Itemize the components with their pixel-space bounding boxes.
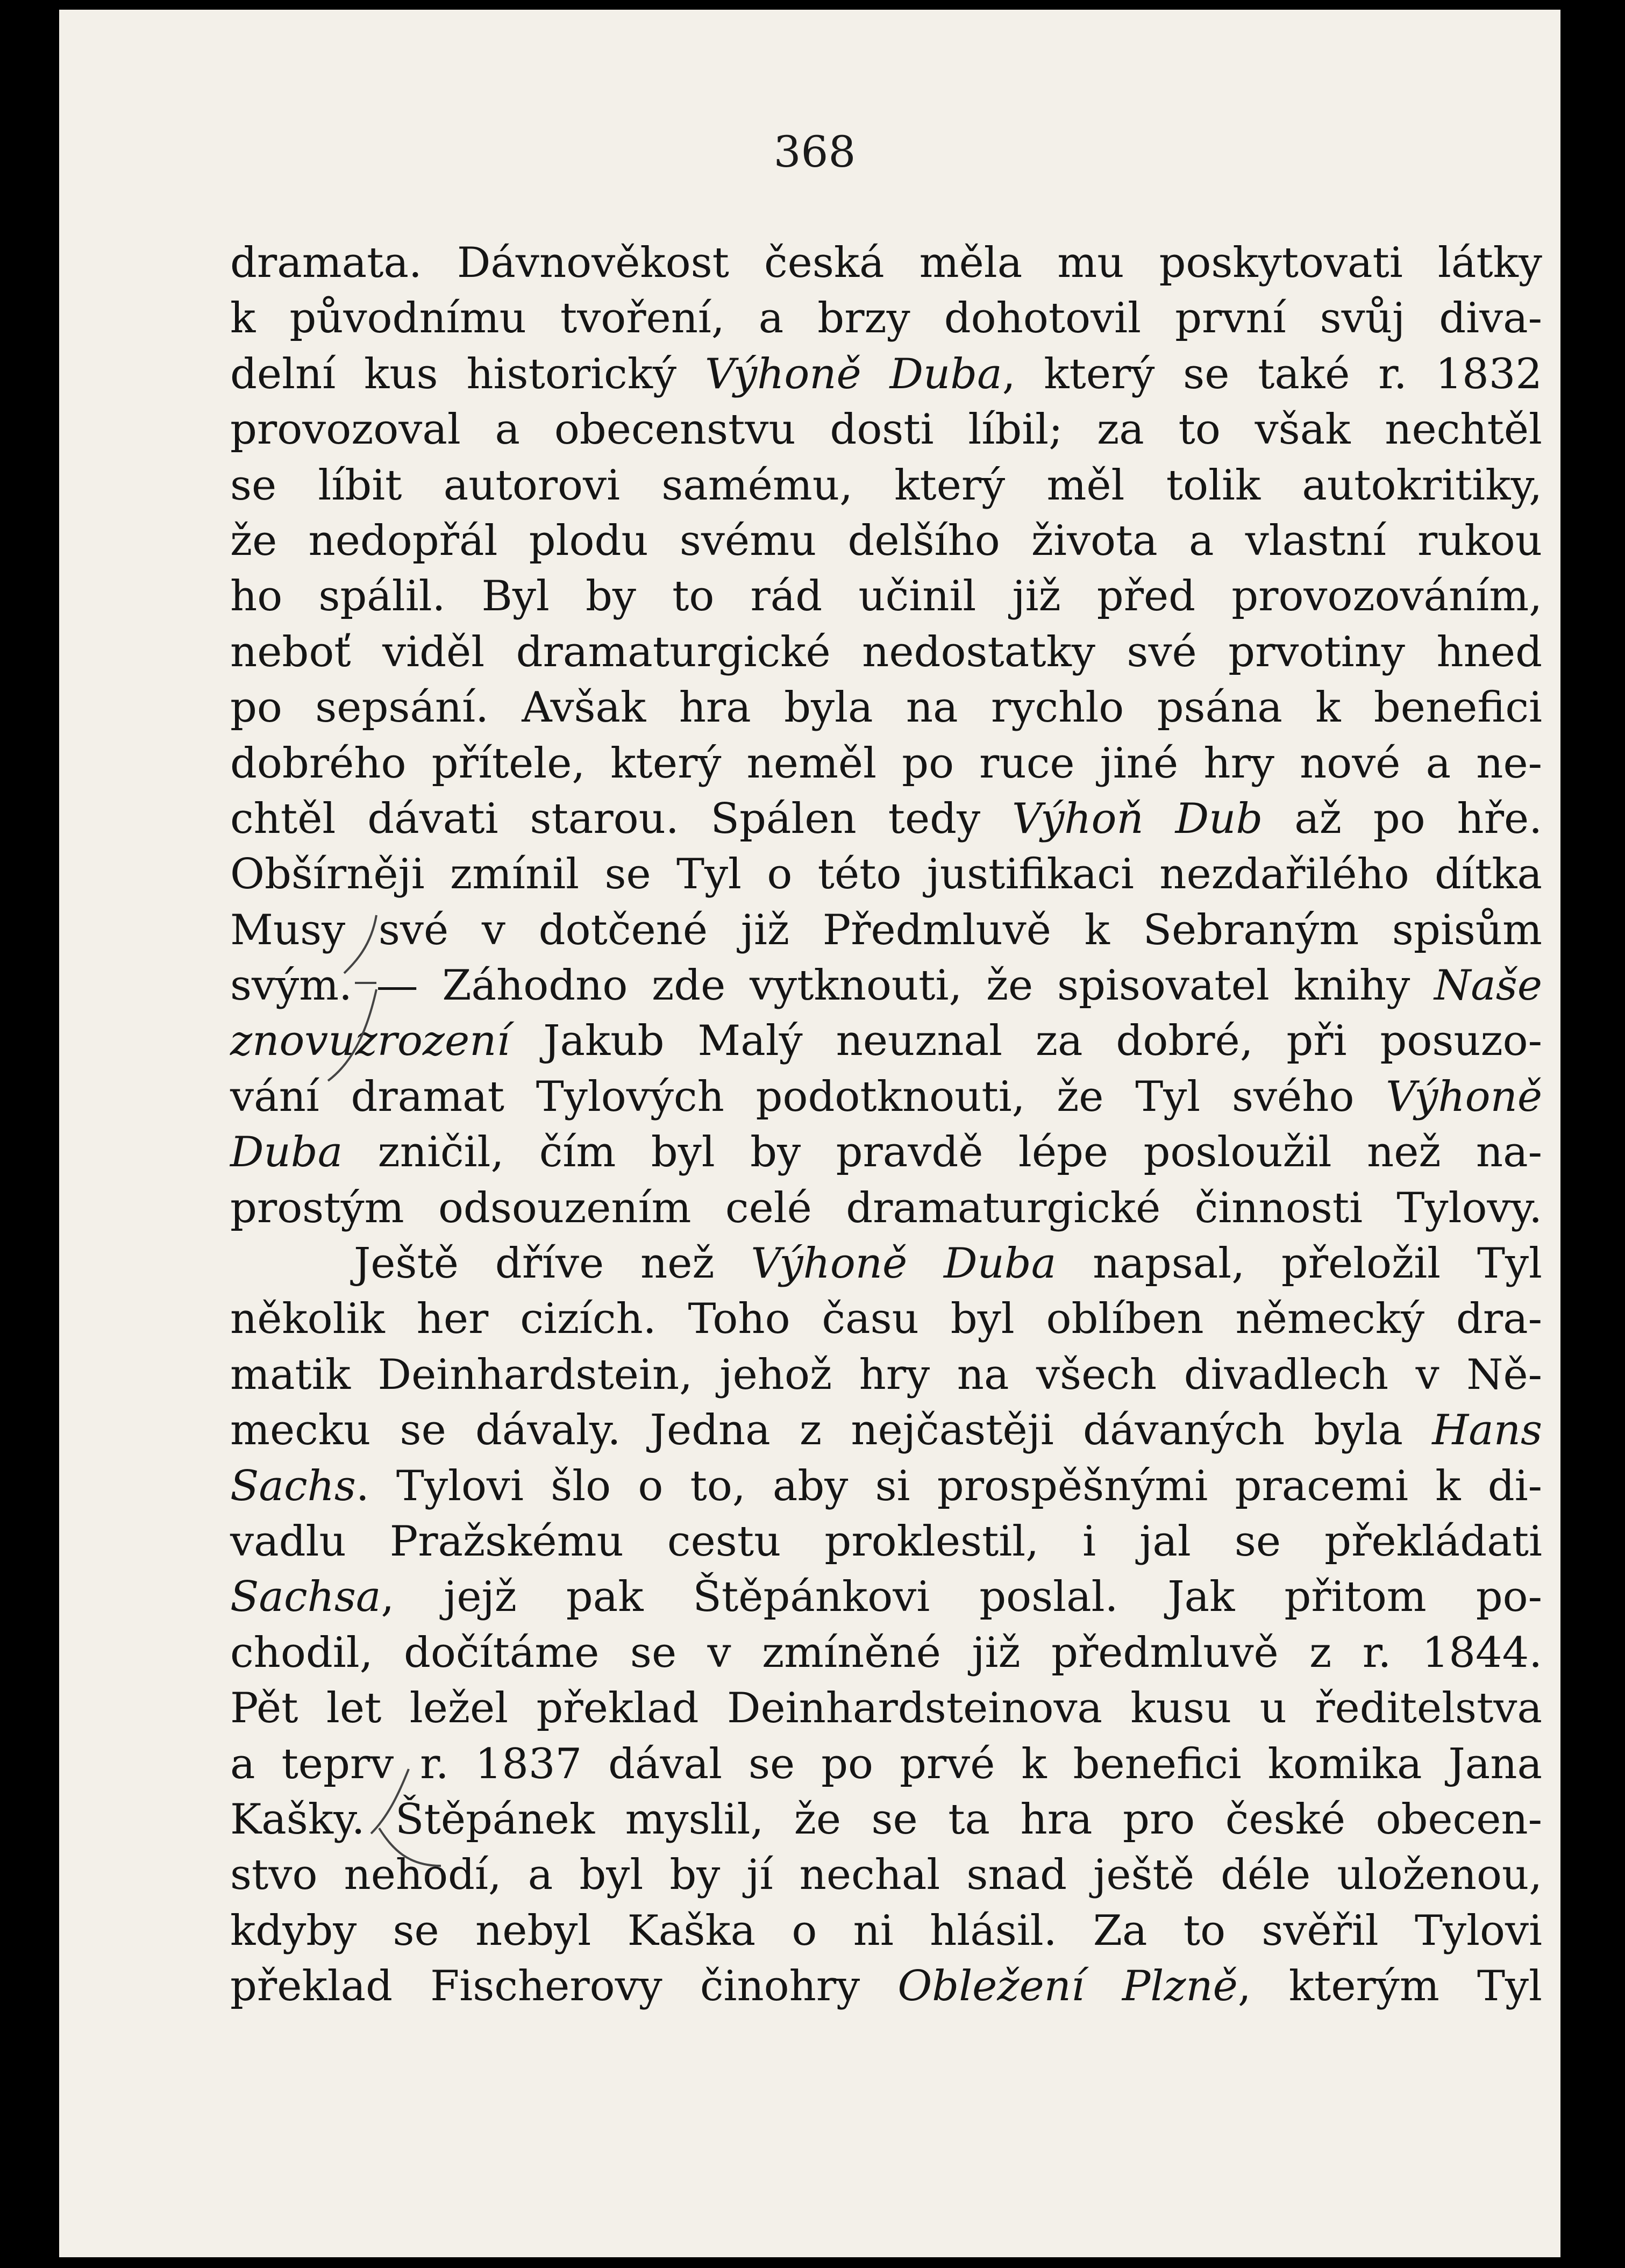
text-run: se líbit autorovi samému, který měl tolik autokritiky, <box>230 461 1542 510</box>
text-run: delní kus historický <box>230 350 705 398</box>
text-line <box>230 1181 1542 1236</box>
italic-title: Výhoň Dub <box>1012 794 1263 843</box>
text-run: , jejž pak Štěpánkovi poslal. Jak přitom po- <box>381 1573 1542 1622</box>
book-page <box>59 10 1570 2257</box>
text-line <box>230 569 1542 624</box>
text-run: chtěl dávati starou. Spálen tedy <box>230 794 1013 843</box>
italic-title: Naše <box>1434 961 1542 1010</box>
text-line <box>230 680 1542 736</box>
text-run: , který se také r. 1832 <box>1002 350 1542 398</box>
text-line <box>230 1236 1542 1292</box>
text-run: zničil, čím byl by pravdě lépe posloužil než na- <box>343 1128 1542 1177</box>
text-line <box>230 1792 1542 1848</box>
text-line <box>230 1625 1542 1681</box>
italic-title: Výhoně Duba <box>704 350 1002 398</box>
text-run: a teprv r. 1837 dával se po prvé k benefici komika Jana <box>230 1739 1542 1788</box>
text-run: vání dramat Tylových podotknouti, že Tyl svého <box>230 1072 1386 1121</box>
text-line <box>230 1848 1542 1903</box>
text-run: mecku se dávaly. Jedna z nejčastěji dávaných byla <box>230 1406 1432 1455</box>
text-run: ho spálil. Byl by to rád učinil již před provozováním, <box>230 572 1542 621</box>
text-line <box>230 402 1542 458</box>
text-run: několik her cizích. Toho času byl oblíben německý dra- <box>230 1295 1542 1344</box>
text-run: že nedopřál plodu svému delšího života a vlastní rukou <box>230 516 1542 565</box>
text-line <box>230 1347 1542 1403</box>
text-run: dramata. Dávnověkost česká měla mu poskytovati látky <box>230 239 1542 287</box>
italic-title: Sachs <box>230 1461 356 1510</box>
scan-dark-edge <box>1560 0 1625 2268</box>
text-run: svým. — Záhodno zde vytknouti, že spisovatel knihy <box>230 961 1435 1010</box>
text-line <box>230 458 1542 513</box>
text-run: prostým odsouzením celé dramaturgické činnosti Tylovy. <box>230 1183 1542 1232</box>
text-line <box>230 736 1542 791</box>
text-line <box>230 1570 1542 1625</box>
text-run: Obšírněji zmínil se Tyl o této justifikaci nezdařilého dítka <box>230 850 1542 899</box>
italic-title: Výhoně <box>1386 1072 1542 1121</box>
text-run: Musy své v dotčené již Předmluvě k Sebraným spisům <box>230 905 1542 954</box>
text-line <box>230 236 1542 291</box>
text-run: Ještě dříve než <box>354 1239 751 1288</box>
text-run: po sepsání. Avšak hra byla na rychlo psána k benefici <box>230 683 1542 732</box>
text-run: překlad Fischerovy činohry <box>230 1962 898 2011</box>
text-line <box>230 513 1542 569</box>
text-line <box>230 1125 1542 1180</box>
text-line <box>230 958 1542 1014</box>
body-text <box>230 236 1542 2015</box>
text-run: stvo nehodí, a byl by jí nechal snad ještě déle uloženou, <box>230 1851 1542 1900</box>
text-line <box>230 1514 1542 1570</box>
text-line <box>230 1459 1542 1514</box>
text-run: , kterým Tyl <box>1237 1962 1542 2011</box>
page-number: 368 <box>773 127 856 177</box>
text-run: Kašky. Štěpánek myslil, že se ta hra pro české obecen- <box>230 1795 1542 1844</box>
text-run: Pět let ležel překlad Deinhardsteinova kusu u ředitelstva <box>230 1684 1542 1733</box>
text-line <box>230 1681 1542 1736</box>
text-run: provozoval a obecenstvu dosti líbil; za to však nechtěl <box>230 405 1542 454</box>
text-run: až po hře. <box>1263 794 1542 843</box>
text-line <box>230 1903 1542 1959</box>
text-run: kdyby se nebyl Kaška o ni hlásil. Za to svěřil Tylovi <box>230 1906 1542 1955</box>
text-line <box>230 1403 1542 1458</box>
italic-title: znovuzrození <box>230 1017 510 1066</box>
text-line <box>230 1014 1542 1069</box>
text-line <box>230 847 1542 902</box>
text-line <box>230 625 1542 680</box>
italic-title: Hans <box>1432 1406 1542 1455</box>
text-run: dobrého přítele, který neměl po ruce jiné hry nové a ne- <box>230 739 1542 788</box>
text-line <box>230 1959 1542 2014</box>
text-line <box>230 347 1542 402</box>
italic-title: Sachsa <box>230 1573 381 1622</box>
text-line <box>230 1069 1542 1125</box>
text-run: Jakub Malý neuznal za dobré, při posuzo- <box>510 1017 1542 1066</box>
text-run: napsal, přeložil Tyl <box>1056 1239 1542 1288</box>
text-line <box>230 1292 1542 1347</box>
text-line <box>230 1737 1542 1792</box>
italic-title: Výhoně Duba <box>751 1239 1057 1288</box>
text-run: vadlu Pražskému cestu proklestil, i jal se překládati <box>230 1517 1542 1566</box>
text-run: . Tylovi šlo o to, aby si prospěšnými pracemi k di- <box>355 1461 1542 1510</box>
italic-title: Duba <box>230 1128 343 1177</box>
text-run: matik Deinhardstein, jehož hry na všech divadlech v Ně- <box>230 1350 1542 1399</box>
text-line <box>230 791 1542 847</box>
text-line <box>230 903 1542 958</box>
text-run: k původnímu tvoření, a brzy dohotovil první svůj diva- <box>230 294 1542 343</box>
text-line <box>230 291 1542 346</box>
text-run: neboť viděl dramaturgické nedostatky své prvotiny hned <box>230 627 1542 676</box>
text-run: chodil, dočítáme se v zmíněné již předmluvě z r. 1844. <box>230 1628 1542 1677</box>
italic-title: Obležení Plzně <box>897 1962 1238 2011</box>
